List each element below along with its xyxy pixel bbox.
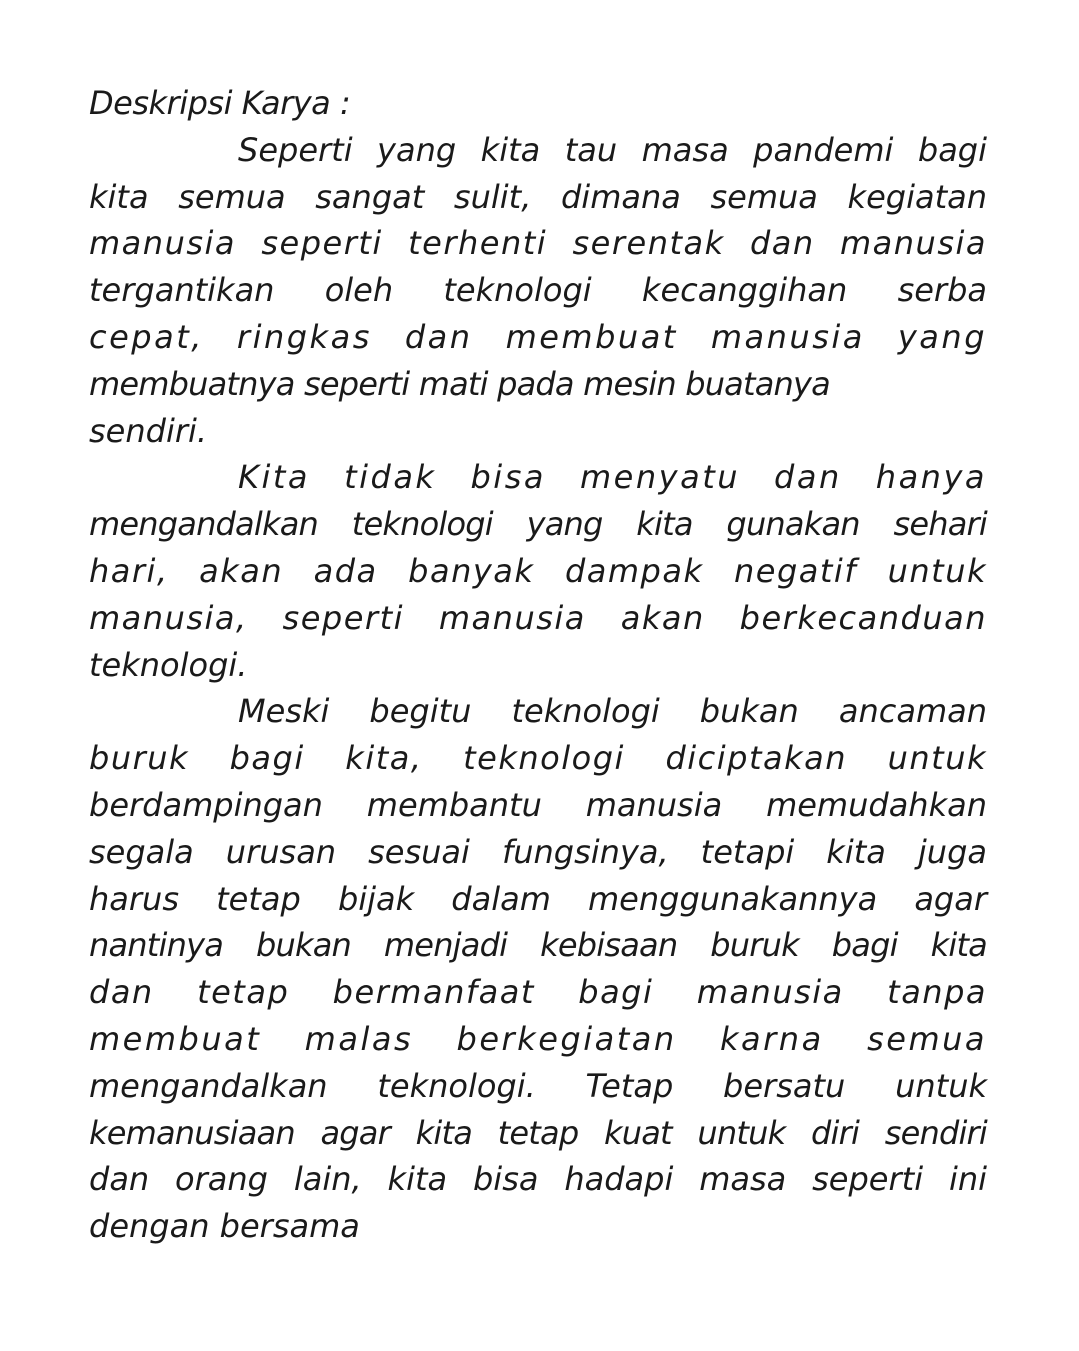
paragraph-2 (89, 454, 987, 688)
paragraph-line: Seperti yang kita tau masa pandemi bagi (238, 130, 987, 169)
paragraph-line: Kita tidak bisa menyatu dan hanya (238, 458, 987, 497)
paragraph-line: Meski begitu teknologi bukan ancaman (238, 692, 987, 731)
paragraph-line: tergantikan oleh teknologi kecanggihan serba (89, 271, 987, 310)
paragraph-1 (89, 127, 987, 455)
paragraph-line: dan tetap bermanfaat bagi manusia tanpa (89, 973, 987, 1012)
paragraph-line: mengandalkan teknologi yang kita gunakan sehari (89, 505, 987, 544)
paragraph-line: kemanusiaan agar kita tetap kuat untuk diri sendiri (89, 1113, 987, 1152)
paragraph-line: harus tetap bijak dalam menggunakannya agar (89, 879, 987, 918)
paragraph-line: berdampingan membantu manusia memudahkan (89, 785, 987, 824)
paragraph-line: membuatnya seperti mati pada mesin buatanya (89, 364, 830, 403)
paragraph-line: mengandalkan teknologi. Tetap bersatu untuk (89, 1066, 987, 1105)
paragraph-line: segala urusan sesuai fungsinya, tetapi kita juga (89, 832, 987, 871)
description-title: Deskripsi Karya : (89, 84, 351, 122)
paragraph-line: dan orang lain, kita bisa hadapi masa seperti ini (89, 1160, 987, 1199)
paragraph-line: membuat malas berkegiatan karna semua (89, 1019, 987, 1058)
paragraph-3 (89, 688, 987, 1250)
paragraph-line: kita semua sangat sulit, dimana semua kegiatan (89, 177, 987, 216)
paragraph-line: nantinya bukan menjadi kebisaan buruk bagi kita (89, 926, 987, 965)
paragraph-line: cepat, ringkas dan membuat manusia yang (89, 317, 987, 356)
paragraph-line: sendiri. (89, 411, 208, 450)
paragraph-line: manusia, seperti manusia akan berkecanduan (89, 598, 987, 637)
description-text-block (89, 80, 987, 1250)
paragraph-line: teknologi. (89, 645, 248, 684)
paragraph-line: buruk bagi kita, teknologi diciptakan untuk (89, 739, 987, 778)
paragraph-line: hari, akan ada banyak dampak negatif untuk (89, 551, 987, 590)
paragraph-line: dengan bersama (89, 1207, 360, 1246)
paragraph-line: manusia seperti terhenti serentak dan manusia (89, 224, 987, 263)
